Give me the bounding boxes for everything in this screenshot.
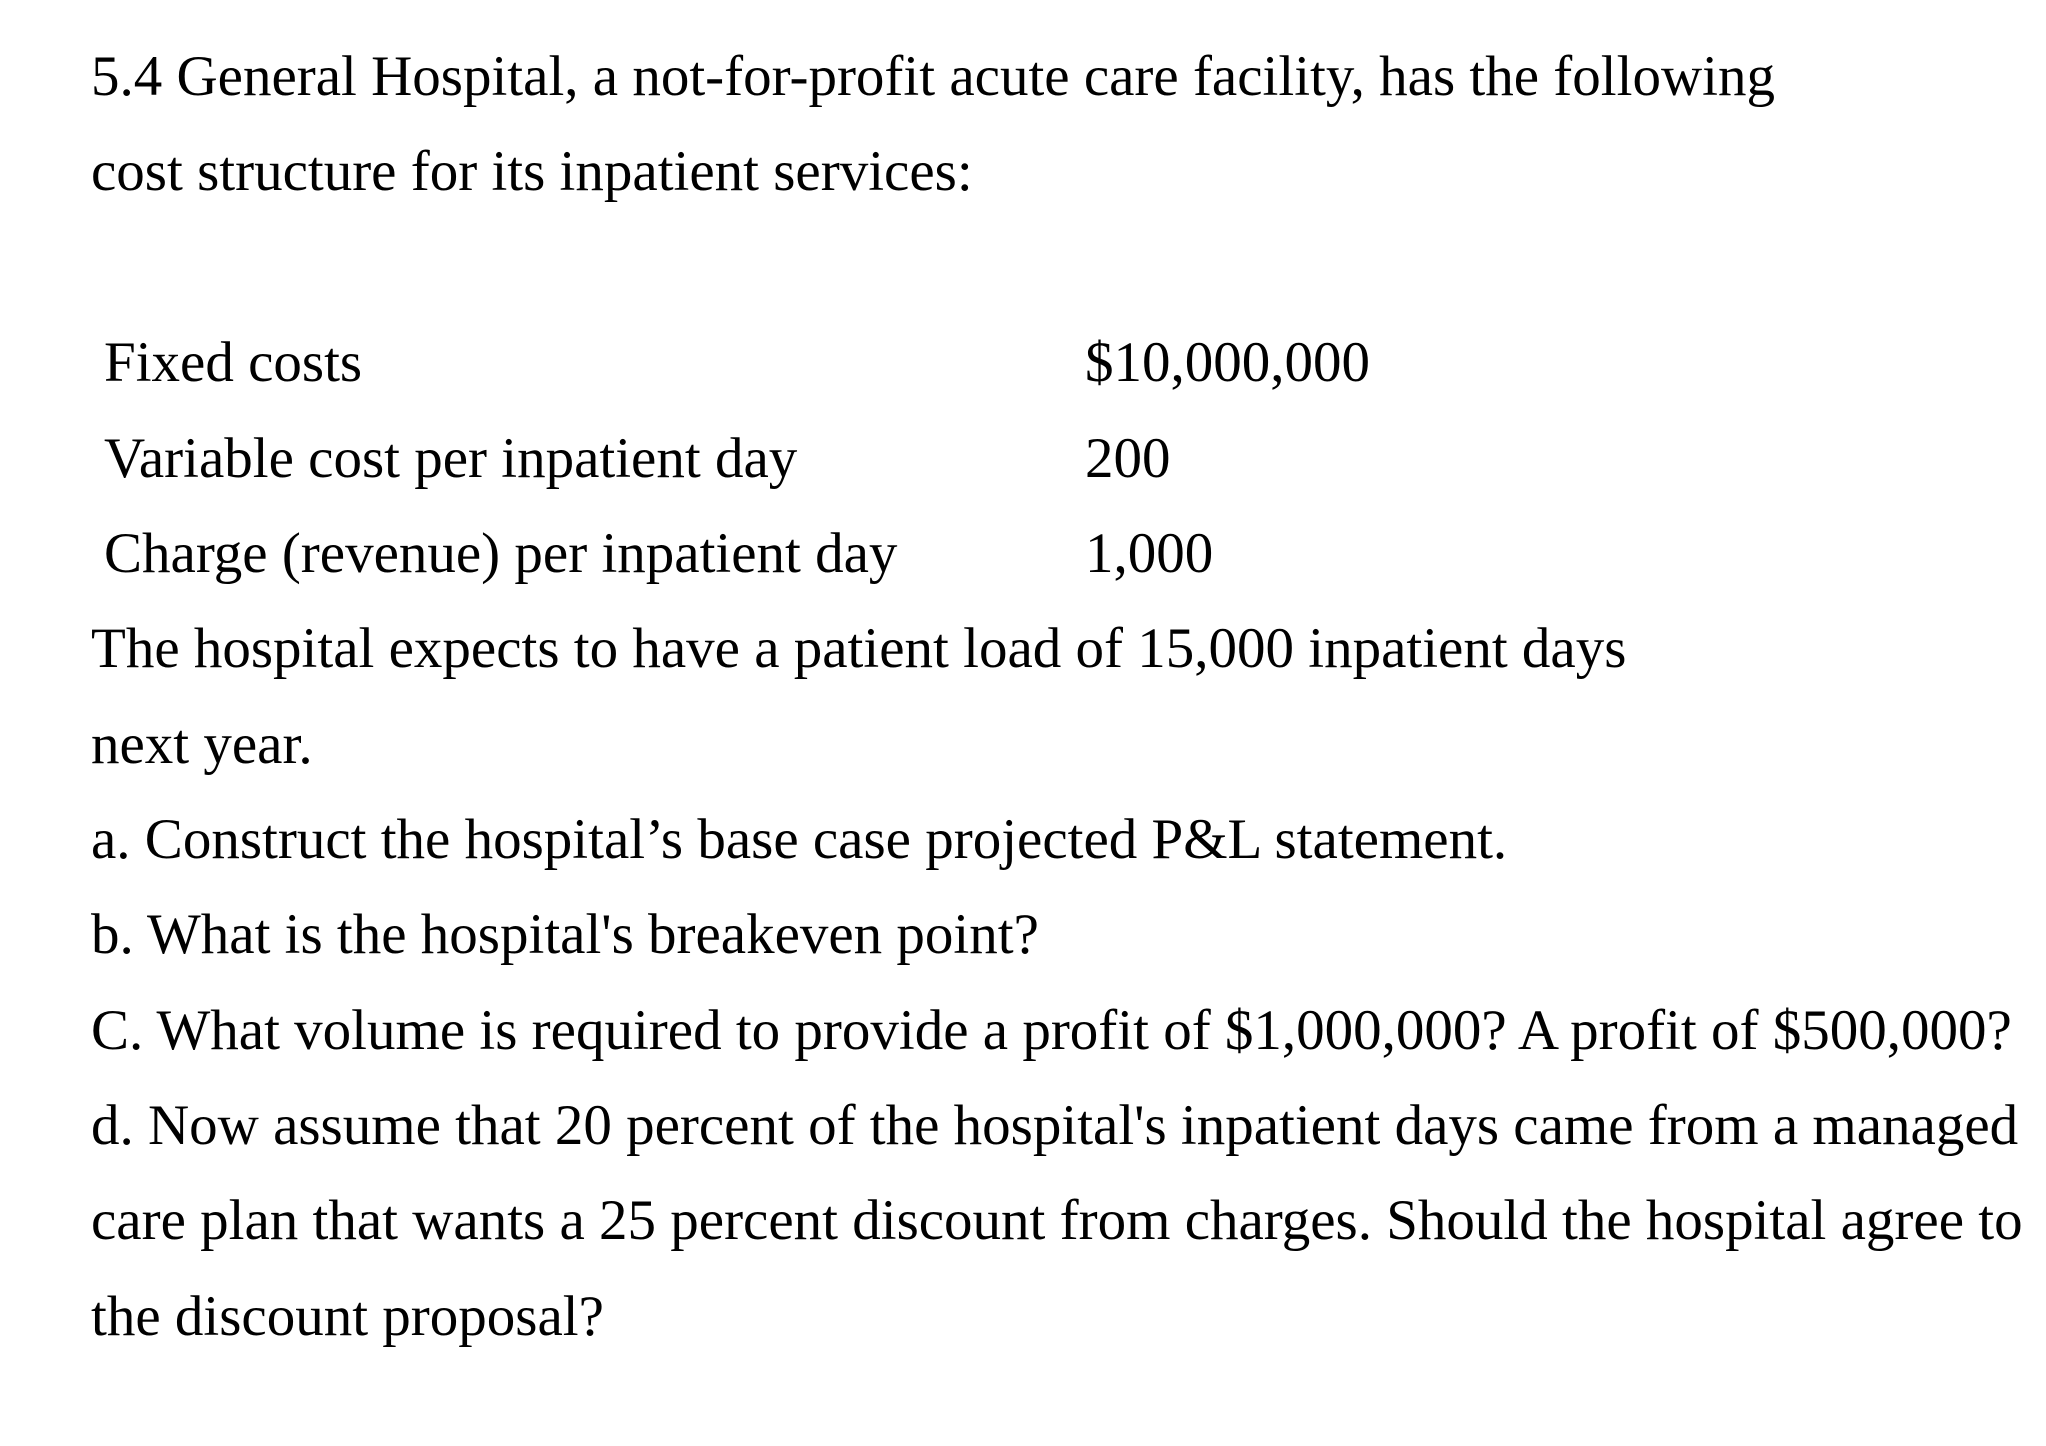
- variable-cost-value: 200: [1085, 427, 1171, 490]
- question-b: b. What is the hospital's breakeven point?: [91, 903, 1039, 966]
- fixed-costs-label: Fixed costs: [104, 331, 363, 394]
- question-d-line-2: care plan that wants a 25 percent discount from charges. Should the hospital agree to: [91, 1189, 2023, 1252]
- variable-cost-label: Variable cost per inpatient day: [104, 427, 798, 490]
- fixed-costs-value: $10,000,000: [1085, 331, 1370, 394]
- charge-value: 1,000: [1085, 522, 1214, 585]
- intro-line-2: cost structure for its inpatient services:: [91, 140, 973, 203]
- charge-label: Charge (revenue) per inpatient day: [104, 522, 898, 585]
- question-d-line-1: d. Now assume that 20 percent of the hospital's inpatient days came from a managed: [91, 1094, 2019, 1157]
- expectation-line-1: The hospital expects to have a patient load of 15,000 inpatient days: [91, 617, 1627, 680]
- question-d-line-3: the discount proposal?: [91, 1285, 604, 1348]
- question-c: C. What volume is required to provide a profit of $1,000,000? A profit of $500,000?: [91, 999, 2012, 1062]
- intro-line-1: 5.4 General Hospital, a not-for-profit acute care facility, has the following: [91, 45, 1775, 108]
- expectation-line-2: next year.: [91, 713, 313, 776]
- question-a: a. Construct the hospital’s base case projected P&L statement.: [91, 808, 1508, 871]
